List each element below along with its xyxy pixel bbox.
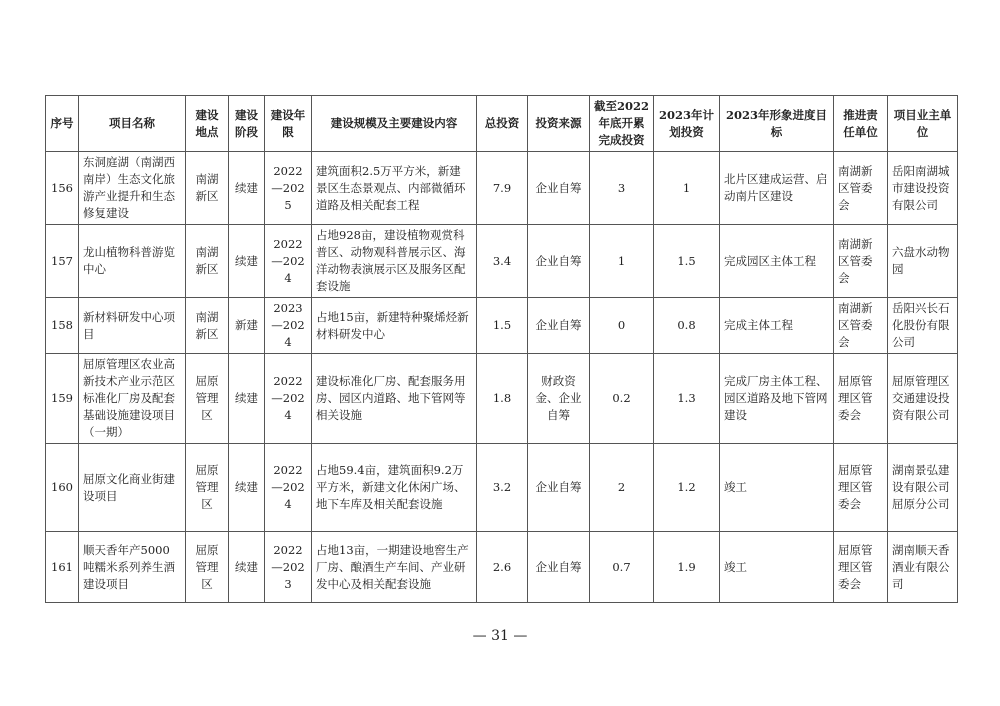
- cell-stage: 新建: [229, 298, 265, 354]
- header-years: 建设年限: [265, 96, 312, 152]
- cell-target: 完成厂房主体工程、园区道路及地下管网建设: [720, 354, 834, 444]
- header-source: 投资来源: [528, 96, 590, 152]
- cell-no: 159: [46, 354, 79, 444]
- cell-owner: 湖南顺天香酒业有限公司: [888, 532, 958, 603]
- cell-content: 建筑面积2.5万平方米，新建景区生态景观点、内部微循环道路及相关配套工程: [312, 152, 477, 225]
- cell-name: 龙山植物科普游览中心: [79, 225, 186, 298]
- cell-resp: 屈原管理区管委会: [834, 444, 888, 532]
- cell-name: 新材料研发中心项目: [79, 298, 186, 354]
- cell-years: 2022—2024: [265, 225, 312, 298]
- cell-name: 东洞庭湖（南湖西南岸）生态文化旅游产业提升和生态修复建设: [79, 152, 186, 225]
- cell-target: 竣工: [720, 532, 834, 603]
- cell-plan: 1.2: [654, 444, 720, 532]
- cell-plan: 1.3: [654, 354, 720, 444]
- table-row: [46, 444, 958, 532]
- cell-done: 3: [590, 152, 654, 225]
- cell-years: 2023—2024: [265, 298, 312, 354]
- cell-years: 2022—2024: [265, 354, 312, 444]
- header-no: 序号: [46, 96, 79, 152]
- cell-source: 企业自筹: [528, 532, 590, 603]
- cell-stage: 续建: [229, 152, 265, 225]
- cell-name: 顺天香年产5000吨糯米系列养生酒建设项目: [79, 532, 186, 603]
- cell-owner: 屈原管理区交通建设投资有限公司: [888, 354, 958, 444]
- cell-plan: 1.5: [654, 225, 720, 298]
- cell-name: 屈原管理区农业高新技术产业示范区标准化厂房及配套基础设施建设项目（一期）: [79, 354, 186, 444]
- cell-no: 160: [46, 444, 79, 532]
- cell-stage: 续建: [229, 444, 265, 532]
- cell-resp: 屈原管理区管委会: [834, 532, 888, 603]
- cell-location: 南湖新区: [186, 225, 229, 298]
- cell-plan: 1: [654, 152, 720, 225]
- cell-years: 2022—2024: [265, 444, 312, 532]
- cell-content: 占地59.4亩，建筑面积9.2万平方米，新建文化休闲广场、地下车库及相关配套设施: [312, 444, 477, 532]
- table-row: [46, 354, 958, 444]
- header-name: 项目名称: [79, 96, 186, 152]
- header-done: 截至2022年底开累完成投资: [590, 96, 654, 152]
- cell-total: 7.9: [477, 152, 528, 225]
- cell-source: 企业自筹: [528, 444, 590, 532]
- cell-source: 企业自筹: [528, 225, 590, 298]
- cell-stage: 续建: [229, 532, 265, 603]
- header-plan: 2023年计划投资: [654, 96, 720, 152]
- cell-total: 3.2: [477, 444, 528, 532]
- header-location: 建设地点: [186, 96, 229, 152]
- cell-years: 2022—2025: [265, 152, 312, 225]
- cell-content: 建设标准化厂房、配套服务用房、园区内道路、地下管网等相关设施: [312, 354, 477, 444]
- cell-target: 完成园区主体工程: [720, 225, 834, 298]
- header-total: 总投资: [477, 96, 528, 152]
- cell-resp: 南湖新区管委会: [834, 225, 888, 298]
- project-table: [45, 95, 958, 603]
- table-header-row: [46, 96, 958, 152]
- page-number: — 31 —: [472, 628, 528, 644]
- cell-done: 0.2: [590, 354, 654, 444]
- table-row: [46, 298, 958, 354]
- cell-target: 竣工: [720, 444, 834, 532]
- cell-name: 屈原文化商业街建设项目: [79, 444, 186, 532]
- cell-done: 1: [590, 225, 654, 298]
- header-resp: 推进责任单位: [834, 96, 888, 152]
- cell-plan: 0.8: [654, 298, 720, 354]
- cell-done: 0.7: [590, 532, 654, 603]
- cell-no: 156: [46, 152, 79, 225]
- cell-content: 占地15亩，新建特种聚烯烃新材料研发中心: [312, 298, 477, 354]
- cell-location: 南湖新区: [186, 298, 229, 354]
- cell-target: 完成主体工程: [720, 298, 834, 354]
- cell-owner: 湖南景弘建设有限公司屈原分公司: [888, 444, 958, 532]
- table-row: [46, 532, 958, 603]
- cell-no: 161: [46, 532, 79, 603]
- cell-source: 企业自筹: [528, 298, 590, 354]
- cell-location: 屈原管理区: [186, 354, 229, 444]
- header-owner: 项目业主单位: [888, 96, 958, 152]
- table-row: [46, 225, 958, 298]
- cell-content: 占地928亩，建设植物观赏科普区、动物观科普展示区、海洋动物表演展示区及服务区配套设施: [312, 225, 477, 298]
- cell-source: 财政资金、企业自筹: [528, 354, 590, 444]
- cell-plan: 1.9: [654, 532, 720, 603]
- cell-total: 1.8: [477, 354, 528, 444]
- header-content: 建设规模及主要建设内容: [312, 96, 477, 152]
- cell-location: 屈原管理区: [186, 444, 229, 532]
- cell-target: 北片区建成运营、启动南片区建设: [720, 152, 834, 225]
- cell-done: 0: [590, 298, 654, 354]
- cell-resp: 南湖新区管委会: [834, 152, 888, 225]
- cell-done: 2: [590, 444, 654, 532]
- cell-resp: 屈原管理区管委会: [834, 354, 888, 444]
- cell-owner: 岳阳兴长石化股份有限公司: [888, 298, 958, 354]
- header-stage: 建设阶段: [229, 96, 265, 152]
- cell-owner: 六盘水动物园: [888, 225, 958, 298]
- cell-stage: 续建: [229, 354, 265, 444]
- cell-location: 南湖新区: [186, 152, 229, 225]
- cell-location: 屈原管理区: [186, 532, 229, 603]
- cell-no: 158: [46, 298, 79, 354]
- cell-total: 3.4: [477, 225, 528, 298]
- cell-content: 占地13亩，一期建设地窖生产厂房、酿酒生产车间、产业研发中心及相关配套设施: [312, 532, 477, 603]
- cell-source: 企业自筹: [528, 152, 590, 225]
- cell-years: 2022—2023: [265, 532, 312, 603]
- cell-total: 1.5: [477, 298, 528, 354]
- cell-owner: 岳阳南湖城市建设投资有限公司: [888, 152, 958, 225]
- cell-total: 2.6: [477, 532, 528, 603]
- header-target: 2023年形象进度目标: [720, 96, 834, 152]
- cell-no: 157: [46, 225, 79, 298]
- table-row: [46, 152, 958, 225]
- cell-resp: 南湖新区管委会: [834, 298, 888, 354]
- cell-stage: 续建: [229, 225, 265, 298]
